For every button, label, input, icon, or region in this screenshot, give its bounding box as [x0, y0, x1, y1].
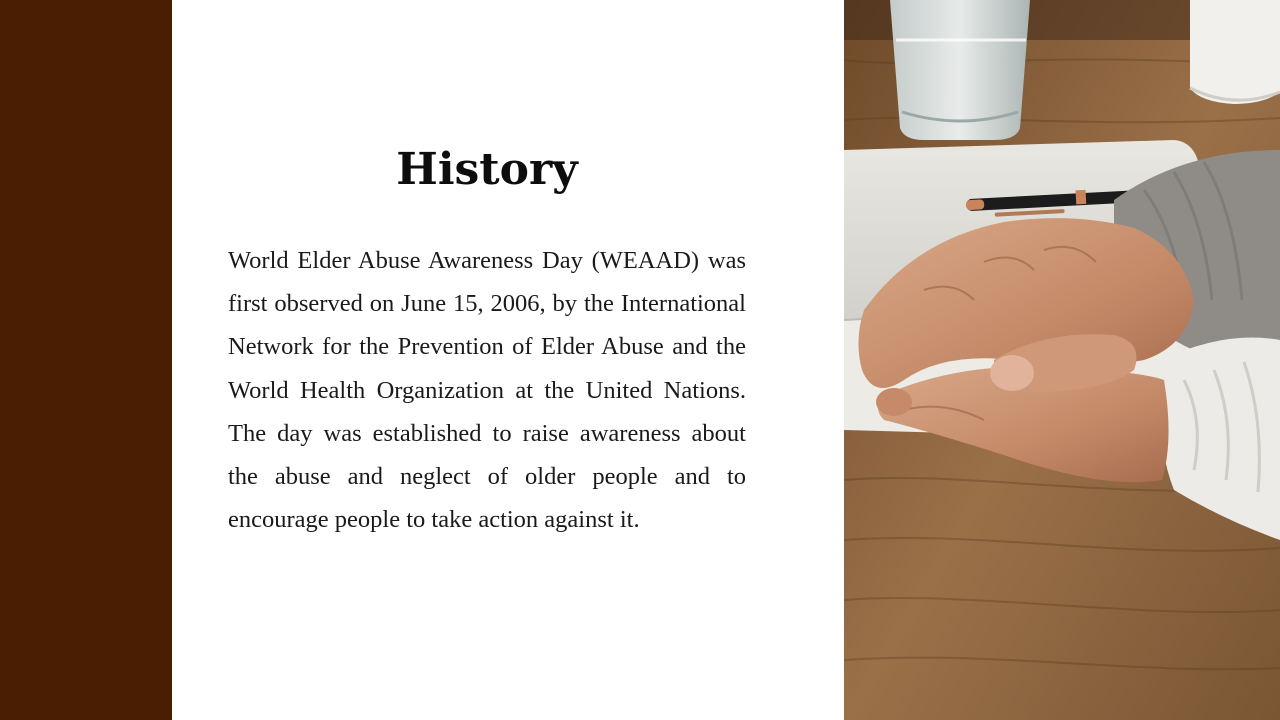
accent-band — [0, 0, 172, 720]
photo-illustration — [844, 0, 1280, 720]
hands-on-table-photo — [844, 0, 1280, 720]
text-column — [228, 138, 746, 541]
history-paragraph: World Elder Abuse Awareness Day (WEAAD) was first observed on June 15, 2006, by the International Network for the Prevention of Elder Abuse and the World Health Organization at the United Nations. The day was established to raise awareness about the abuse and neglect of older people and to encourage people to take action against it. — [228, 247, 746, 534]
slide-title: History — [396, 144, 578, 195]
